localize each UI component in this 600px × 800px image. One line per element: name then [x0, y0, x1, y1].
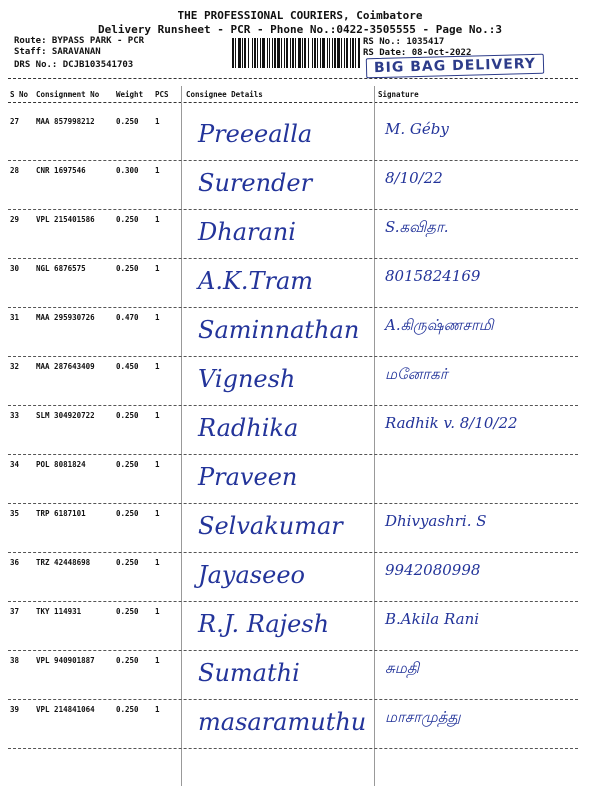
row-consignee-name: masaramuthu [198, 708, 367, 736]
rs-number: RS No.: 1035417 [363, 37, 445, 47]
row-sno: 28 [10, 166, 20, 175]
row-sno: 37 [10, 607, 20, 616]
row-consignment-no: VPL 940901887 [36, 656, 95, 665]
row-consignment-no: TRZ 42448698 [36, 558, 91, 567]
row-sno: 34 [10, 460, 20, 469]
col-header-consignee: Consignee Details [186, 90, 263, 99]
row-consignee-name: Preeealla [198, 120, 313, 148]
row-consignment-no: VPL 214841064 [36, 705, 95, 714]
row-consignee-name: Dharani [198, 218, 296, 246]
row-consignment-no: TKY 114931 [36, 607, 82, 616]
row-pcs: 1 [155, 607, 160, 616]
row-sno: 29 [10, 215, 20, 224]
route-label: Route: BYPASS PARK - PCR [14, 36, 145, 46]
row-sno: 33 [10, 411, 20, 420]
table-row [0, 210, 600, 259]
row-consignment-no: CNR 1697546 [36, 166, 86, 175]
row-signature: M. Géby [385, 120, 449, 138]
row-sno: 30 [10, 264, 20, 273]
row-weight: 0.250 [116, 558, 139, 567]
table-row [0, 161, 600, 210]
col-header-signature: Signature [378, 90, 419, 99]
col-header-pcs: PCS [155, 90, 169, 99]
row-consignee-name: Radhika [198, 414, 299, 442]
row-signature: 9942080998 [385, 561, 481, 579]
row-signature: சுமதி [385, 659, 420, 677]
row-weight: 0.250 [116, 411, 139, 420]
row-pcs: 1 [155, 460, 160, 469]
row-consignee-name: Praveen [198, 463, 298, 491]
row-consignment-no: MAA 295930726 [36, 313, 95, 322]
row-consignment-no: NGL 6876575 [36, 264, 86, 273]
row-signature: Dhivyashri. S [385, 512, 487, 530]
row-sno: 35 [10, 509, 20, 518]
row-weight: 0.250 [116, 607, 139, 616]
table-row [0, 700, 600, 749]
row-signature: 8015824169 [385, 267, 481, 285]
column-header-divider [8, 102, 578, 103]
row-signature: 8/10/22 [385, 169, 443, 187]
row-weight: 0.470 [116, 313, 139, 322]
table-row [0, 357, 600, 406]
row-sno: 36 [10, 558, 20, 567]
row-weight: 0.250 [116, 264, 139, 273]
drs-number: DRS No.: DCJB103541703 [14, 60, 134, 70]
row-sno: 38 [10, 656, 20, 665]
table-row [0, 504, 600, 553]
row-consignee-name: Jayaseeo [198, 561, 305, 589]
row-pcs: 1 [155, 313, 160, 322]
row-pcs: 1 [155, 215, 160, 224]
row-consignee-name: Saminnathan [198, 316, 360, 344]
row-signature: மனோகர் [385, 365, 448, 383]
row-weight: 0.300 [116, 166, 139, 175]
row-sno: 32 [10, 362, 20, 371]
table-row [0, 308, 600, 357]
barcode [232, 38, 360, 68]
row-consignment-no: MAA 287643409 [36, 362, 95, 371]
table-row [0, 553, 600, 602]
big-bag-delivery-stamp: BIG BAG DELIVERY [366, 54, 544, 79]
row-consignee-name: Vignesh [198, 365, 296, 393]
row-consignee-name: A.K.Tram [198, 267, 314, 295]
col-header-weight: Weight [116, 90, 144, 99]
row-sno: 27 [10, 117, 20, 126]
row-sno: 39 [10, 705, 20, 714]
runsheet-subtitle: Delivery Runsheet - PCR - Phone No.:0422-3505555 - Page No.:3 [98, 23, 502, 36]
row-signature: S.கவிதா. [385, 218, 449, 236]
row-signature: Radhik v. 8/10/22 [385, 414, 518, 432]
rs-date: RS Date: 08-Oct-2022 [363, 48, 472, 58]
row-signature: மாசாமுத்து [385, 708, 461, 726]
table-row [0, 259, 600, 308]
row-signature: B.Akila Rani [385, 610, 480, 628]
row-consignment-no: VPL 215401586 [36, 215, 95, 224]
row-weight: 0.250 [116, 460, 139, 469]
row-pcs: 1 [155, 656, 160, 665]
row-consignment-no: TRP 6187101 [36, 509, 86, 518]
row-signature: A.கிருஷ்ணசாமி [385, 316, 494, 334]
row-consignee-name: Surender [198, 169, 313, 197]
row-pcs: 1 [155, 705, 160, 714]
table-row [0, 112, 600, 161]
row-weight: 0.250 [116, 509, 139, 518]
row-pcs: 1 [155, 411, 160, 420]
row-consignee-name: R.J. Rajesh [198, 610, 330, 638]
row-weight: 0.250 [116, 117, 139, 126]
runsheet-title: THE PROFESSIONAL COURIERS, Coimbatore [177, 9, 423, 22]
col-header-consignment: Consignment No [36, 90, 100, 99]
row-pcs: 1 [155, 362, 160, 371]
row-weight: 0.450 [116, 362, 139, 371]
row-consignee-name: Selvakumar [198, 512, 343, 540]
row-consignee-name: Sumathi [198, 659, 300, 687]
row-consignment-no: POL 8081824 [36, 460, 86, 469]
row-divider [8, 748, 578, 749]
row-pcs: 1 [155, 117, 160, 126]
col-header-sno: S No [10, 90, 29, 99]
staff-label: Staff: SARAVANAN [14, 47, 101, 57]
row-weight: 0.250 [116, 705, 139, 714]
row-pcs: 1 [155, 558, 160, 567]
table-row [0, 651, 600, 700]
row-pcs: 1 [155, 509, 160, 518]
header-divider [8, 78, 578, 79]
table-row [0, 602, 600, 651]
row-sno: 31 [10, 313, 20, 322]
table-row [0, 455, 600, 504]
row-weight: 0.250 [116, 215, 139, 224]
table-row [0, 406, 600, 455]
row-pcs: 1 [155, 166, 160, 175]
row-weight: 0.250 [116, 656, 139, 665]
row-pcs: 1 [155, 264, 160, 273]
row-consignment-no: SLM 304920722 [36, 411, 95, 420]
row-consignment-no: MAA 857998212 [36, 117, 95, 126]
